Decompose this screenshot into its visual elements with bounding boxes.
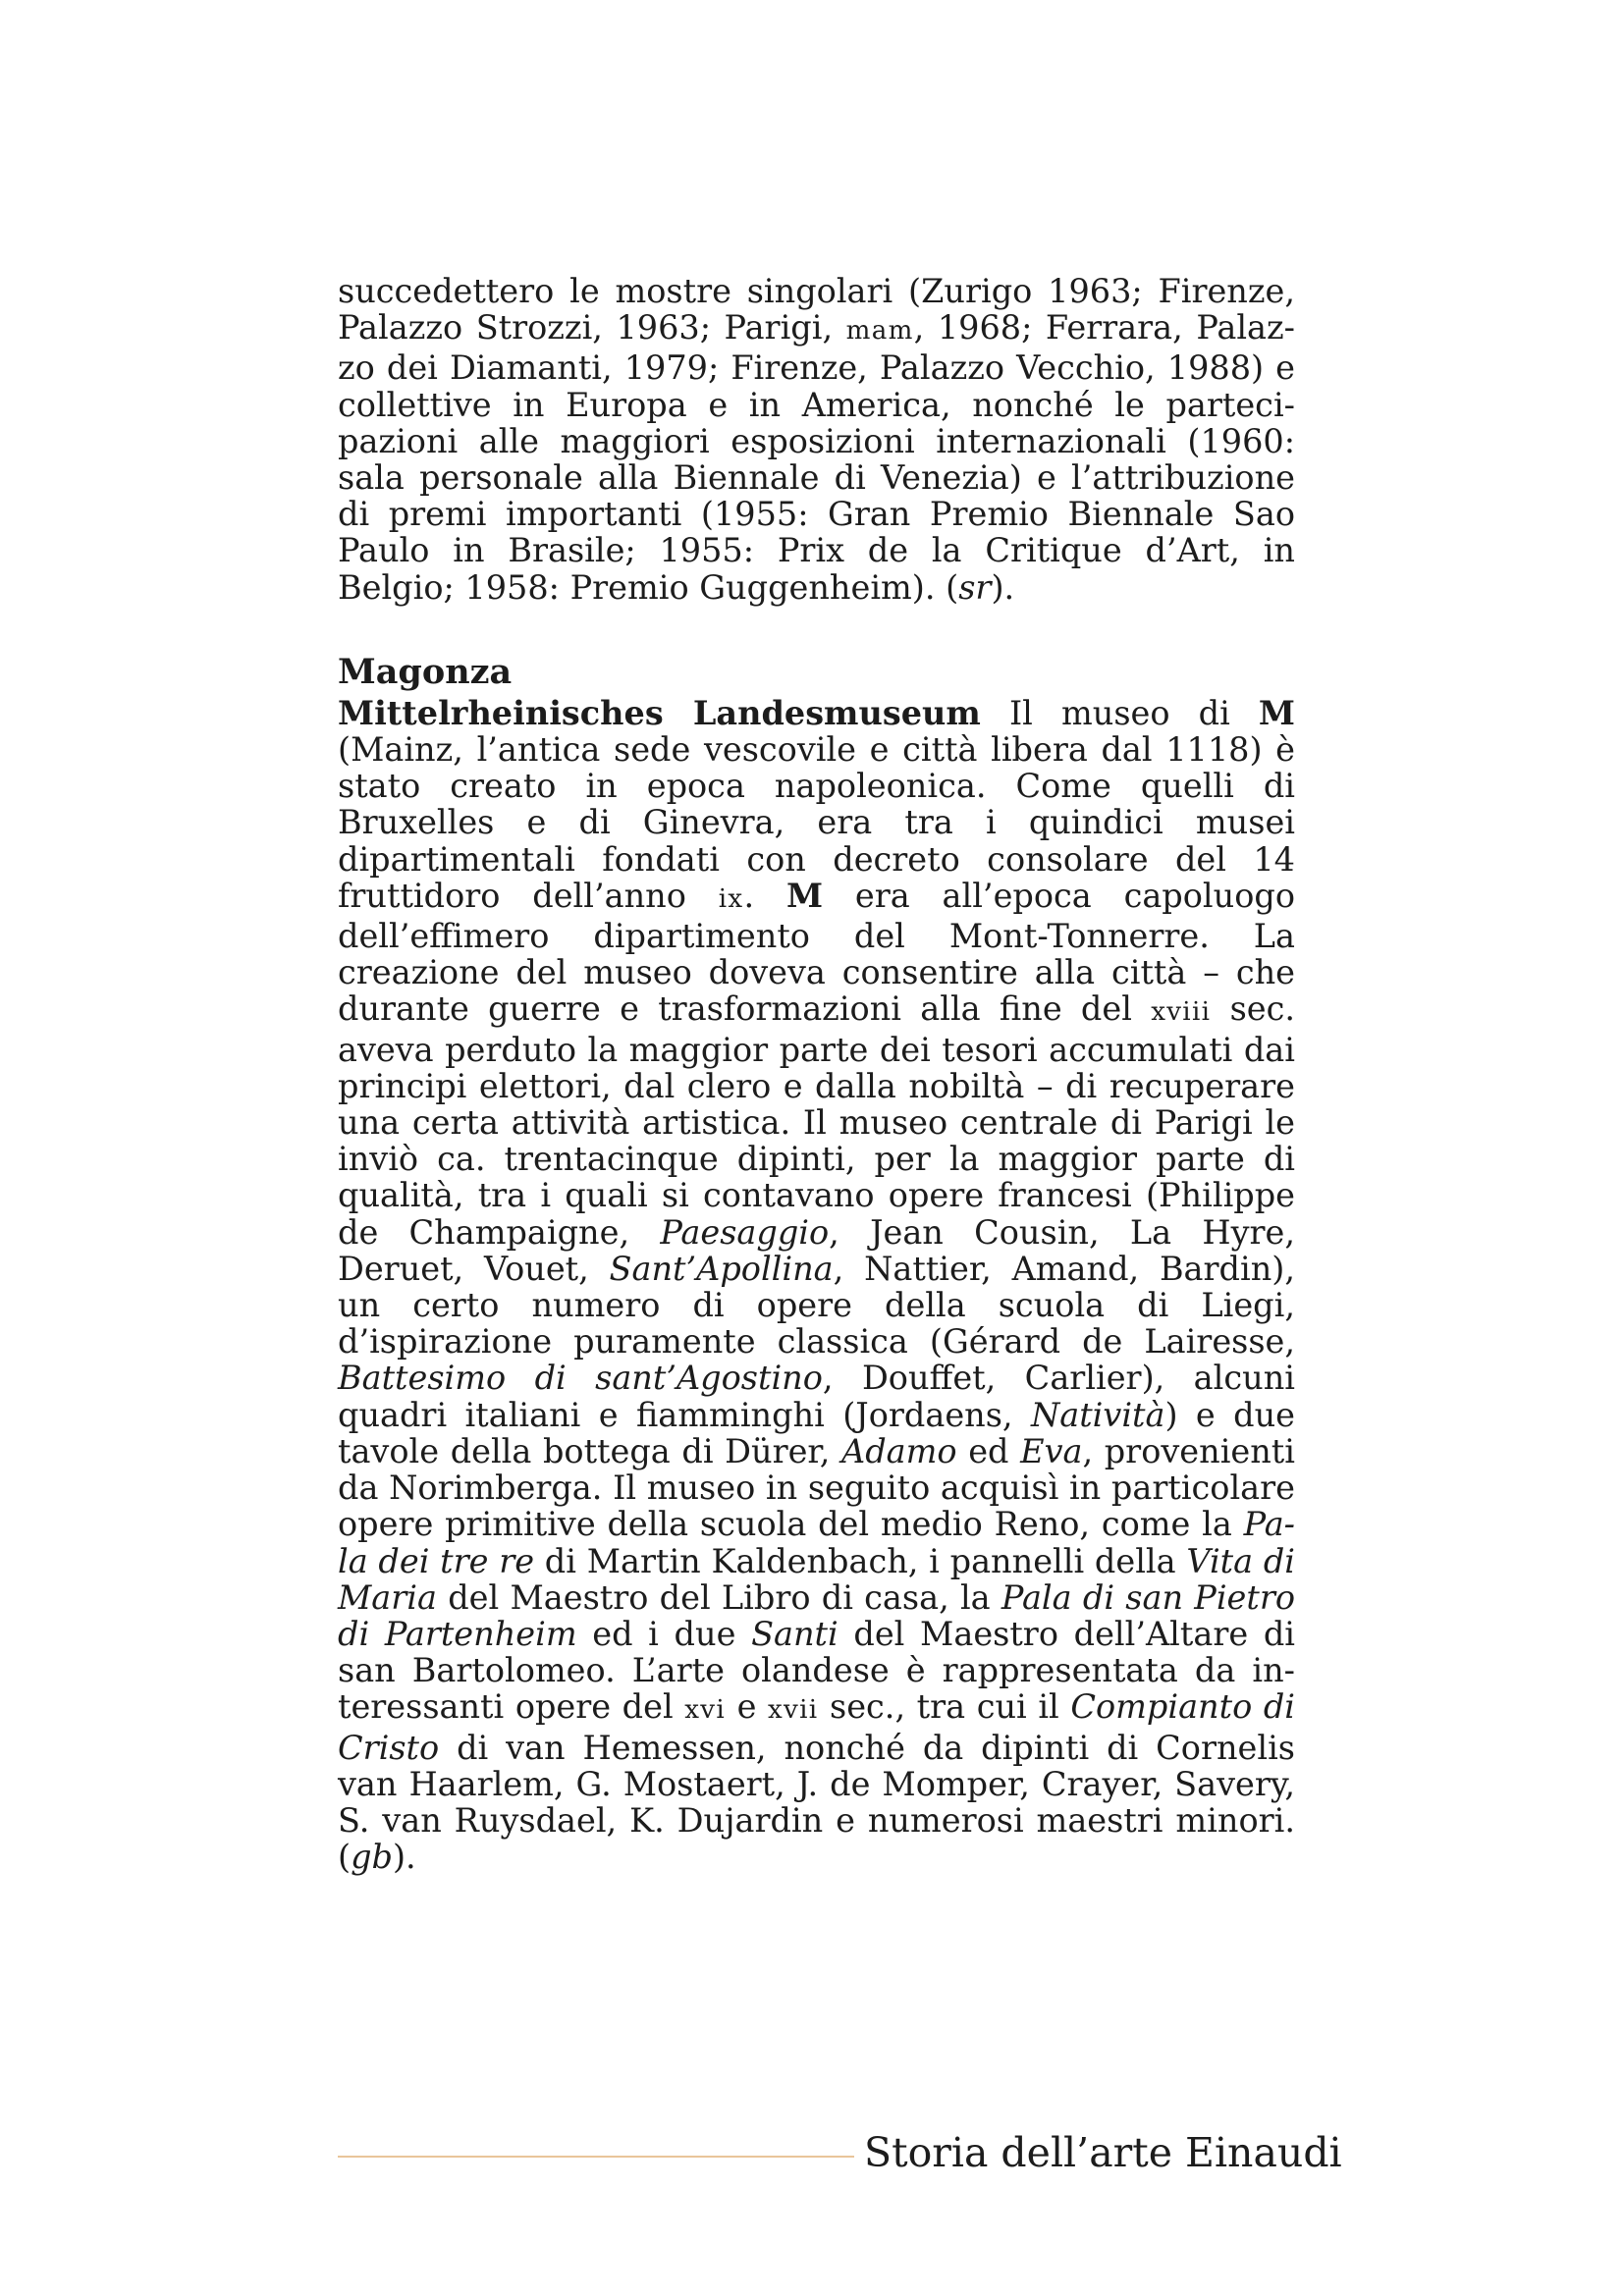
continuation-paragraph bbox=[338, 273, 1295, 606]
text-run: sec. aveva perduto la maggior parte dei tesori accumulati dai principi elettori, dal clero e dalla nobiltà – di recuperare una certa attività artistica. Il museo centrale di Parigi le inviò ca. trentacinque dipinti, per la maggior parte di qualità, tra i quali si contavano opere francesi (Philippe de Champaigne, bbox=[338, 989, 1295, 1252]
italic-title: Battesimo di sant’Agostino bbox=[338, 1359, 823, 1398]
author-initials: sr bbox=[958, 567, 992, 607]
text-run: di Martin Kaldenbach, i pannelli della bbox=[534, 1541, 1187, 1580]
text-run: . bbox=[743, 876, 786, 915]
italic-title: Adamo bbox=[841, 1431, 957, 1470]
text-run: di van Hemessen, nonché da dipinti di Cornelis van Haarlem, G. Mostaert, J. de Momper, Crayer, Savery, S. van Ruysdael, K. Dujardin e numerosi maestri minori. ( bbox=[338, 1728, 1295, 1877]
text-run: era all’epoca capoluogo dell’effimero dipartimento del Mont-Tonnerre. La creazione del museo doveva consentire alla città – che durante guerre e trasformazioni alla fine del bbox=[338, 876, 1295, 1029]
text-run: , Nattier, Amand, Bardin), un certo numero di opere della scuola di Liegi, d’ispirazione puramente classica (Gérard de Lairesse, bbox=[338, 1249, 1295, 1362]
text-run: , Jean Cousin, La Hyre, Deruet, Vouet, bbox=[338, 1212, 1296, 1288]
text-run: , 1968; Ferrara, Palazzo dei Diamanti, 1979; Firenze, Palazzo Vecchio, 1988) e collettive in Europa e in America, nonché le partecipazioni alle maggiori esposizioni internazionali (1960: sala personale alla Biennale di Venezia) e l’attribuzione di premi importanti (1955: Gran Premio Biennale Sao Paulo in Brasile; 1955: Prix de la Critique d’Art, in Belgio; 1958: Premio Guggenheim). ( bbox=[338, 308, 1295, 607]
author-initials: gb bbox=[351, 1838, 393, 1877]
small-caps-run: mam bbox=[845, 316, 914, 347]
section-heading: Magonza bbox=[338, 651, 513, 692]
text-run: , provenienti da Norimberga. Il museo in seguito acquisì in particolare opere primitive della scuola del medio Reno, come la bbox=[338, 1431, 1295, 1544]
text-run: sec., tra cui il bbox=[818, 1687, 1071, 1727]
italic-title: Santi bbox=[751, 1614, 839, 1653]
text-run: ). bbox=[991, 567, 1015, 607]
text-run: del Maestro dell’Altare di san Bartolomeo. L’arte olandese è rappresentata da interessanti opere del bbox=[338, 1614, 1295, 1727]
text-run: del Maestro del Libro di casa, la bbox=[436, 1577, 1001, 1617]
text-run: ). bbox=[392, 1838, 416, 1877]
entry-title: Mittelrheinisches Landesmuseum bbox=[338, 693, 981, 732]
text-run: (Mainz, l’antica sede vescovile e città libera dal 1118) è stato creato in epoca napoleonica. Come quelli di Bruxelles e di Ginevra, era tra i quindici musei dipartimentali fondati con decreto consolare del 14 fruttidoro dell’anno bbox=[338, 730, 1295, 915]
text-run: succedettero le mostre singolari (Zurigo 1963; Firenze, Palazzo Strozzi, 1963; Parigi, bbox=[338, 272, 1295, 347]
footer-rule bbox=[338, 2156, 854, 2158]
text-run: ed bbox=[956, 1431, 1021, 1470]
text-run: , Douffet, Carlier), alcuni quadri italiani e fiamminghi (Jordaens, bbox=[338, 1359, 1295, 1434]
italic-title: Paesaggio bbox=[660, 1212, 830, 1252]
small-caps-run: xvii bbox=[768, 1695, 819, 1726]
text-run: e bbox=[726, 1687, 768, 1727]
text-run: Il museo di bbox=[980, 693, 1259, 732]
text-column bbox=[338, 273, 1295, 1875]
entry-paragraph bbox=[338, 695, 1295, 1876]
italic-title: Eva bbox=[1020, 1431, 1083, 1470]
bold-abbreviation: M bbox=[785, 876, 824, 915]
italic-title: Compianto di Cristo bbox=[338, 1687, 1295, 1767]
italic-title: Vita di Maria bbox=[338, 1541, 1295, 1617]
italic-title: Pala dei tre re bbox=[338, 1505, 1295, 1580]
italic-title: Sant’Apollina bbox=[609, 1249, 834, 1288]
small-caps-run: xvi bbox=[684, 1695, 727, 1726]
text-run: ) e due tavole della bottega di Dürer, bbox=[338, 1395, 1295, 1470]
small-caps-run: xviii bbox=[1151, 997, 1212, 1028]
bold-abbreviation: M bbox=[1258, 693, 1296, 732]
footer-publisher: Storia dell’arte Einaudi bbox=[864, 2129, 1342, 2176]
small-caps-run: ix bbox=[718, 883, 744, 914]
text-run: ed i due bbox=[576, 1614, 752, 1653]
italic-title: Natività bbox=[1030, 1395, 1165, 1434]
italic-title: Pala di san Pietro di Partenheim bbox=[338, 1577, 1296, 1653]
